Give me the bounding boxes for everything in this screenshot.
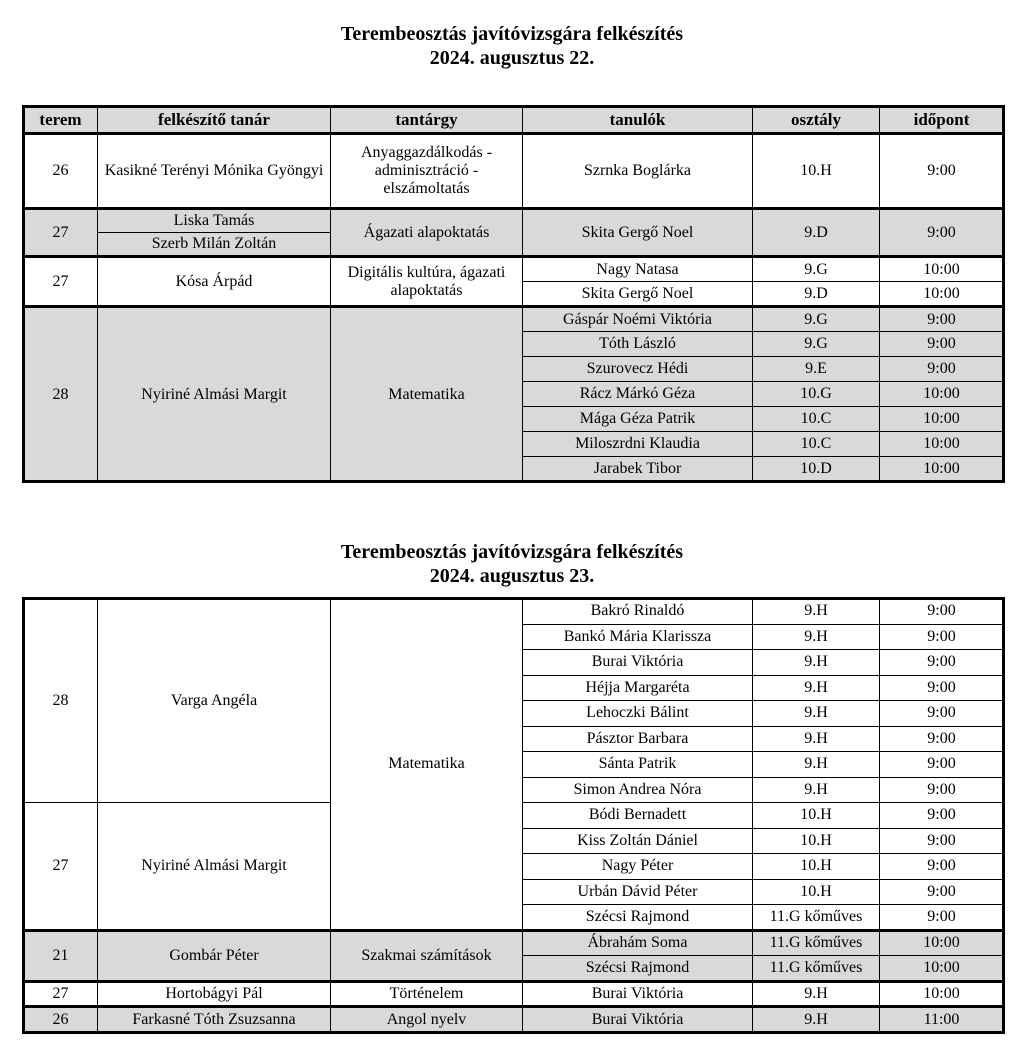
student-name-cell: Bankó Mária Klarissza bbox=[523, 624, 753, 650]
time-cell: 9:00 bbox=[880, 828, 1004, 854]
time-cell: 10:00 bbox=[880, 981, 1004, 1007]
student-name-cell: Burai Viktória bbox=[523, 1007, 753, 1033]
time-cell: 10:00 bbox=[880, 382, 1004, 407]
room-cell: 21 bbox=[24, 930, 98, 981]
room-cell: 27 bbox=[24, 257, 98, 307]
student-name-cell: Ábrahám Soma bbox=[523, 930, 753, 956]
class-cell: 9.H bbox=[753, 624, 880, 650]
day1-header-row bbox=[24, 107, 1004, 134]
subject-cell: Angol nyelv bbox=[331, 1007, 523, 1033]
teacher-cell: Szerb Milán Zoltán bbox=[98, 233, 331, 257]
time-cell: 9:00 bbox=[880, 905, 1004, 931]
student-name-cell: Burai Viktória bbox=[523, 981, 753, 1007]
time-cell: 9:00 bbox=[880, 803, 1004, 829]
room-cell: 27 bbox=[24, 803, 98, 931]
subject-cell: Történelem bbox=[331, 981, 523, 1007]
time-cell: 10:00 bbox=[880, 407, 1004, 432]
student-name-cell: Nagy Péter bbox=[523, 854, 753, 880]
time-cell: 10:00 bbox=[880, 956, 1004, 982]
day1-date: 2024. augusztus 22. bbox=[429, 47, 595, 69]
time-cell: 10:00 bbox=[880, 930, 1004, 956]
time-cell: 9:00 bbox=[880, 332, 1004, 357]
class-cell: 9.G bbox=[753, 332, 880, 357]
student-name-cell: Jarabek Tibor bbox=[523, 457, 753, 482]
time-cell: 10:00 bbox=[880, 457, 1004, 482]
header-time: időpont bbox=[880, 107, 1004, 134]
student-name-cell: Tóth László bbox=[523, 332, 753, 357]
student-name-cell: Skita Gergő Noel bbox=[523, 209, 753, 257]
class-cell: 10.H bbox=[753, 828, 880, 854]
header-teacher: felkészítő tanár bbox=[98, 107, 331, 134]
student-name-cell: Lehoczki Bálint bbox=[523, 701, 753, 727]
time-cell: 9:00 bbox=[880, 701, 1004, 727]
student-name-cell: Skita Gergő Noel bbox=[523, 282, 753, 307]
student-name-cell: Szécsi Rajmond bbox=[523, 956, 753, 982]
subject-cell: Matematika bbox=[331, 599, 523, 931]
class-cell: 10.C bbox=[753, 407, 880, 432]
time-cell: 9:00 bbox=[880, 879, 1004, 905]
class-cell: 9.H bbox=[753, 752, 880, 778]
room-cell: 27 bbox=[24, 981, 98, 1007]
time-cell: 9:00 bbox=[880, 752, 1004, 778]
time-cell: 10:00 bbox=[880, 282, 1004, 307]
teacher-cell: Liska Tamás bbox=[98, 209, 331, 233]
student-name-cell: Urbán Dávid Péter bbox=[523, 879, 753, 905]
subject-cell: Ágazati alapoktatás bbox=[331, 209, 523, 257]
table-row bbox=[24, 930, 1004, 956]
class-cell: 10.H bbox=[753, 879, 880, 905]
time-cell: 9:00 bbox=[880, 777, 1004, 803]
student-name-cell: Sánta Patrik bbox=[523, 752, 753, 778]
student-name-cell: Pásztor Barbara bbox=[523, 726, 753, 752]
teacher-cell: Farkasné Tóth Zsuzsanna bbox=[98, 1007, 331, 1033]
table-row bbox=[24, 307, 1004, 332]
time-cell: 9:00 bbox=[880, 134, 1004, 209]
time-cell: 9:00 bbox=[880, 650, 1004, 676]
day1-title: Terembeosztás javítóvizsgára felkészítés bbox=[340, 23, 684, 45]
student-name-cell: Szurovecz Hédi bbox=[523, 357, 753, 382]
class-cell: 9.H bbox=[753, 701, 880, 727]
teacher-cell: Gombár Péter bbox=[98, 930, 331, 981]
class-cell: 9.G bbox=[753, 257, 880, 282]
class-cell: 9.D bbox=[753, 209, 880, 257]
time-cell: 9:00 bbox=[880, 307, 1004, 332]
student-name-cell: Mága Géza Patrik bbox=[523, 407, 753, 432]
class-cell: 10.H bbox=[753, 854, 880, 880]
time-cell: 9:00 bbox=[880, 624, 1004, 650]
class-cell: 9.H bbox=[753, 675, 880, 701]
day2-schedule-table bbox=[23, 598, 1004, 1033]
class-cell: 10.H bbox=[753, 803, 880, 829]
student-name-cell: Bódi Bernadett bbox=[523, 803, 753, 829]
header-room: terem bbox=[24, 107, 98, 134]
class-cell: 11.G kőműves bbox=[753, 905, 880, 931]
class-cell: 9.H bbox=[753, 777, 880, 803]
time-cell: 9:00 bbox=[880, 209, 1004, 257]
room-cell: 28 bbox=[24, 307, 98, 482]
time-cell: 10:00 bbox=[880, 257, 1004, 282]
class-cell: 10.C bbox=[753, 432, 880, 457]
class-cell: 11.G kőműves bbox=[753, 956, 880, 982]
student-name-cell: Szrnka Boglárka bbox=[523, 134, 753, 209]
student-name-cell: Simon Andrea Nóra bbox=[523, 777, 753, 803]
table-row bbox=[24, 599, 1004, 625]
day1-schedule-table bbox=[23, 106, 1004, 482]
room-cell: 27 bbox=[24, 209, 98, 257]
student-name-cell: Miloszrdni Klaudia bbox=[523, 432, 753, 457]
table-row bbox=[24, 1007, 1004, 1033]
table-row bbox=[24, 134, 1004, 209]
day2-date: 2024. augusztus 23. bbox=[429, 565, 595, 587]
time-cell: 9:00 bbox=[880, 675, 1004, 701]
teacher-cell: Varga Angéla bbox=[98, 599, 331, 803]
day2-heading bbox=[0, 540, 1024, 588]
student-name-cell: Gáspár Noémi Viktória bbox=[523, 307, 753, 332]
class-cell: 9.E bbox=[753, 357, 880, 382]
table-row bbox=[24, 209, 1004, 233]
class-cell: 9.H bbox=[753, 726, 880, 752]
subject-cell: Digitális kultúra, ágazati alapoktatás bbox=[331, 257, 523, 307]
student-name-cell: Szécsi Rajmond bbox=[523, 905, 753, 931]
student-name-cell: Rácz Márkó Géza bbox=[523, 382, 753, 407]
time-cell: 9:00 bbox=[880, 726, 1004, 752]
day2-title: Terembeosztás javítóvizsgára felkészítés bbox=[340, 541, 684, 563]
subject-cell: Szakmai számítások bbox=[331, 930, 523, 981]
time-cell: 11:00 bbox=[880, 1007, 1004, 1033]
student-name-cell: Burai Viktória bbox=[523, 650, 753, 676]
time-cell: 9:00 bbox=[880, 854, 1004, 880]
student-name-cell: Bakró Rinaldó bbox=[523, 599, 753, 625]
class-cell: 9.H bbox=[753, 1007, 880, 1033]
time-cell: 9:00 bbox=[880, 599, 1004, 625]
class-cell: 9.H bbox=[753, 650, 880, 676]
class-cell: 9.H bbox=[753, 599, 880, 625]
class-cell: 11.G kőműves bbox=[753, 930, 880, 956]
teacher-cell: Kasikné Terényi Mónika Gyöngyi bbox=[98, 134, 331, 209]
teacher-cell: Nyiriné Almási Margit bbox=[98, 307, 331, 482]
header-students: tanulók bbox=[523, 107, 753, 134]
student-name-cell: Kiss Zoltán Dániel bbox=[523, 828, 753, 854]
class-cell: 10.H bbox=[753, 134, 880, 209]
day1-heading bbox=[0, 22, 1024, 70]
student-name-cell: Nagy Natasa bbox=[523, 257, 753, 282]
class-cell: 9.H bbox=[753, 981, 880, 1007]
room-cell: 26 bbox=[24, 134, 98, 209]
student-name-cell: Héjja Margaréta bbox=[523, 675, 753, 701]
table-row bbox=[24, 257, 1004, 282]
header-class: osztály bbox=[753, 107, 880, 134]
class-cell: 9.G bbox=[753, 307, 880, 332]
subject-cell: Anyaggazdálkodás - adminisztráció - elszámoltatás bbox=[331, 134, 523, 209]
time-cell: 9:00 bbox=[880, 357, 1004, 382]
teacher-cell: Hortobágyi Pál bbox=[98, 981, 331, 1007]
teacher-cell: Kósa Árpád bbox=[98, 257, 331, 307]
class-cell: 10.G bbox=[753, 382, 880, 407]
class-cell: 9.D bbox=[753, 282, 880, 307]
table-row bbox=[24, 981, 1004, 1007]
room-cell: 28 bbox=[24, 599, 98, 803]
header-subject: tantárgy bbox=[331, 107, 523, 134]
class-cell: 10.D bbox=[753, 457, 880, 482]
subject-cell: Matematika bbox=[331, 307, 523, 482]
teacher-cell: Nyiriné Almási Margit bbox=[98, 803, 331, 931]
time-cell: 10:00 bbox=[880, 432, 1004, 457]
room-cell: 26 bbox=[24, 1007, 98, 1033]
